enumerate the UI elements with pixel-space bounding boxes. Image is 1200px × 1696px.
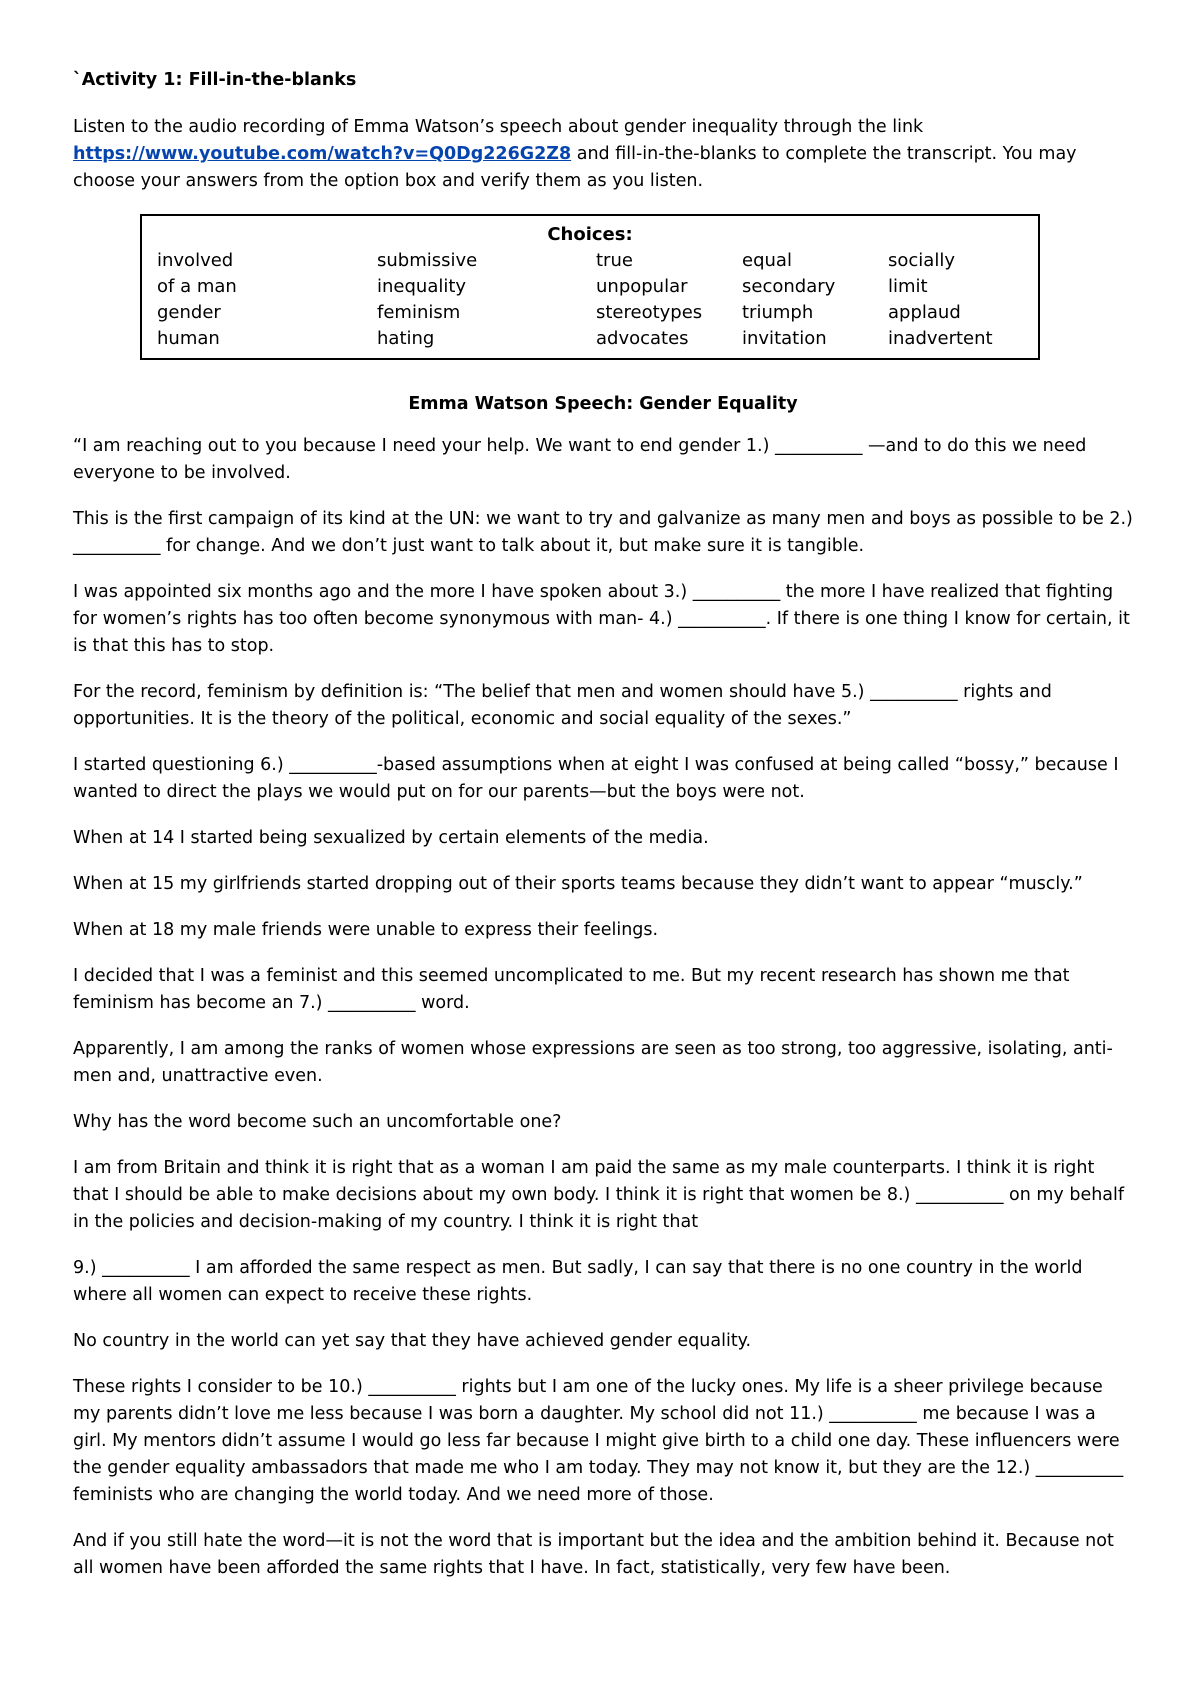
choice-word: inequality bbox=[377, 276, 467, 297]
activity-instructions bbox=[73, 114, 1133, 195]
choice-word: unpopular bbox=[596, 276, 688, 297]
choices-box bbox=[140, 214, 1040, 360]
choice-word: equal bbox=[742, 250, 792, 271]
choices-grid bbox=[142, 248, 1038, 352]
choice-word: applaud bbox=[888, 302, 961, 323]
speech-paragraph: I decided that I was a feminist and this seemed uncomplicated to me. But my recent research has shown me that feminism has become an 7.) __________ word. bbox=[73, 966, 1070, 1013]
speech-transcript bbox=[73, 433, 1133, 1582]
choice-word: triumph bbox=[742, 302, 814, 323]
speech-paragraph: Why has the word become such an uncomfortable one? bbox=[73, 1112, 562, 1132]
intro-text-continued: and fill-in-the-blanks to complete the transcript. You may choose your answers from the option box and verify them as you listen. bbox=[73, 144, 1077, 191]
speech-paragraph: I started questioning 6.) __________-based assumptions when at eight I was confused at being called “bossy,” because I wanted to direct the plays we would put on for our parents—but the boys were not. bbox=[73, 755, 1119, 802]
choice-word: advocates bbox=[596, 328, 689, 349]
choice-word: hating bbox=[377, 328, 435, 349]
choices-title: Choices: bbox=[547, 224, 633, 245]
speech-paragraph: This is the first campaign of its kind at the UN: we want to try and galvanize as many men and boys as possible to be 2.) __________ for change. And we don’t just want to talk about it, but make sure it is tangible. bbox=[73, 509, 1133, 556]
choice-word: gender bbox=[157, 302, 221, 323]
youtube-link[interactable]: https://www.youtube.com/watch?v=Q0Dg226G2Z8 bbox=[73, 144, 572, 164]
document-page bbox=[73, 70, 1133, 1601]
choice-word: human bbox=[157, 328, 220, 349]
intro-text: Listen to the audio recording of Emma Watson’s speech about gender inequality through the link bbox=[73, 117, 924, 137]
speech-paragraph: I am from Britain and think it is right that as a woman I am paid the same as my male counterparts. I think it is right that I should be able to make decisions about my own body. I think it is right that women be 8.) __________ on my behalf in the policies and decision-making of my country. I think it is right that bbox=[73, 1158, 1125, 1232]
speech-title: Emma Watson Speech: Gender Equality bbox=[408, 394, 798, 414]
speech-paragraph: For the record, feminism by definition is: “The belief that men and women should have 5.) __________ rights and opportunities. It is the theory of the political, economic and social equality of the sexes.” bbox=[73, 682, 1052, 729]
speech-paragraph: 9.) __________ I am afforded the same respect as men. But sadly, I can say that there is no one country in the world where all women can expect to receive these rights. bbox=[73, 1258, 1083, 1305]
choice-word: inadvertent bbox=[888, 328, 993, 349]
choice-word: invitation bbox=[742, 328, 827, 349]
speech-paragraph: And if you still hate the word—it is not the word that is important but the idea and the ambition behind it. Because not all women have been afforded the same rights that I have. In fact, statistically, very few have been. bbox=[73, 1531, 1114, 1578]
choice-word: secondary bbox=[742, 276, 836, 297]
speech-paragraph: When at 15 my girlfriends started dropping out of their sports teams because they didn’t want to appear “muscly.” bbox=[73, 874, 1083, 894]
speech-paragraph: I was appointed six months ago and the more I have spoken about 3.) __________ the more I have realized that fighting for women’s rights has too often become synonymous with man- 4.) __________. If there is one thing I know for certain, it is that this has to stop. bbox=[73, 582, 1130, 656]
speech-paragraph: When at 14 I started being sexualized by certain elements of the media. bbox=[73, 828, 709, 848]
speech-paragraph: Apparently, I am among the ranks of women whose expressions are seen as too strong, too aggressive, isolating, anti-men and, unattractive even. bbox=[73, 1039, 1113, 1086]
choice-word: socially bbox=[888, 250, 955, 271]
choice-word: stereotypes bbox=[596, 302, 703, 323]
choice-word: of a man bbox=[157, 276, 237, 297]
activity-title: `Activity 1: Fill-in-the-blanks bbox=[73, 70, 357, 90]
choice-word: involved bbox=[157, 250, 234, 271]
speech-paragraph: “I am reaching out to you because I need your help. We want to end gender 1.) __________ —and to do this we need everyone to be involved. bbox=[73, 436, 1087, 483]
speech-paragraph: These rights I consider to be 10.) __________ rights but I am one of the lucky ones. My life is a sheer privilege because my parents didn’t love me less because I was born a daughter. My school did not 11.) __________ me because I was a girl. My mentors didn’t assume I would go less far because I might give birth to a child one day. These influencers were the gender equality ambassadors that made me who I am today. They may not know it, but they are the 12.) __________ feminists who are changing the world today. And we need more of those. bbox=[73, 1377, 1124, 1505]
choice-word: feminism bbox=[377, 302, 461, 323]
speech-paragraph: No country in the world can yet say that they have achieved gender equality. bbox=[73, 1331, 752, 1351]
choice-word: limit bbox=[888, 276, 928, 297]
speech-paragraph: When at 18 my male friends were unable to express their feelings. bbox=[73, 920, 659, 940]
choice-word: submissive bbox=[377, 250, 478, 271]
choice-word: true bbox=[596, 250, 633, 271]
